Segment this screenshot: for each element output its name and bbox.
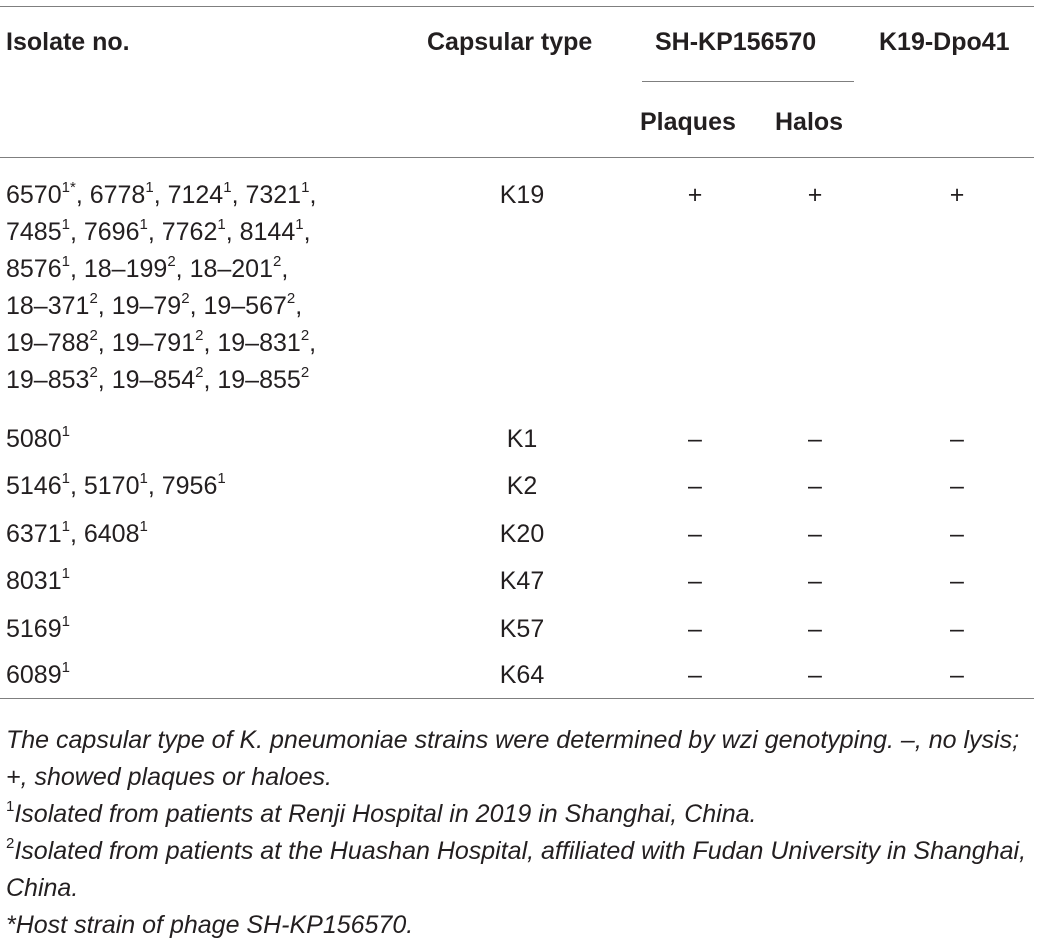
header-isolate: Isolate no.	[6, 28, 130, 56]
isolate-number: 19–831	[217, 329, 301, 357]
halos-result: –	[808, 615, 822, 643]
isolate-number: 5146	[6, 472, 62, 500]
isolate-list	[6, 177, 316, 399]
isolate-source-mark: 2	[273, 253, 282, 270]
isolate-number: 7485	[6, 218, 62, 246]
isolate-list	[6, 611, 70, 648]
k19-dpo41-result: –	[950, 472, 964, 500]
header-halos: Halos	[775, 108, 844, 136]
isolate-source-mark: 1	[145, 179, 154, 196]
isolate-source-mark: 2	[195, 364, 204, 381]
isolate-source-mark: 1*	[61, 179, 76, 196]
isolate-source-mark: 1	[217, 470, 226, 487]
k19-dpo41-result: –	[950, 425, 964, 453]
isolate-source-mark: 2	[89, 290, 98, 307]
isolate-number: 8144	[239, 218, 296, 246]
isolate-list	[6, 657, 70, 694]
isolate-source-mark: 1	[61, 659, 70, 676]
footnote-1-mark: 1	[6, 798, 15, 815]
isolate-source-mark: 2	[300, 364, 310, 381]
isolate-number: 19–854	[111, 366, 196, 394]
isolate-number: 6778	[89, 181, 146, 209]
isolate-line	[6, 563, 70, 600]
halos-result: +	[807, 181, 823, 209]
isolate-source-mark: 2	[89, 364, 98, 381]
isolate-source-mark: 1	[217, 216, 226, 233]
isolate-number: 19–79	[111, 292, 182, 320]
plaques-result: –	[688, 615, 702, 643]
isolate-number: 18–201	[189, 255, 273, 283]
isolate-list	[6, 421, 70, 458]
isolate-number: 6570	[6, 181, 62, 209]
isolate-number: 19–788	[6, 329, 90, 357]
k19-dpo41-result: –	[950, 615, 964, 643]
isolate-number: 7762	[161, 218, 218, 246]
halos-result: –	[808, 567, 822, 595]
capsular-type-cell: K19	[499, 181, 545, 209]
isolate-source-mark: 1	[61, 470, 70, 487]
table-note: The capsular type of K. pneumoniae strains were determined by wzi genotyping. –, no lysis; +, showed plaques or haloes.	[6, 726, 1020, 791]
isolate-list	[6, 516, 148, 553]
header-bottom-rule	[0, 157, 1034, 158]
halos-result: –	[808, 661, 822, 689]
isolate-line	[6, 421, 70, 458]
footnote-star: *Host strain of phage SH-KP156570.	[6, 911, 414, 939]
plaques-result: –	[688, 567, 702, 595]
isolate-number: 19–567	[203, 292, 287, 320]
k19-dpo41-result: –	[950, 567, 964, 595]
isolate-source-mark: 2	[167, 253, 176, 270]
isolate-number: 5170	[83, 472, 140, 500]
isolate-source-mark: 1	[61, 518, 70, 535]
isolate-line: $19-788^2$, $19-791^2$, $19-831^2$,	[6, 327, 317, 357]
isolate-line: $19-853^2$, $19-854^2$, $19-855^2$	[6, 364, 310, 394]
isolate-line: 6371$^1$, 6408$^1$	[6, 518, 148, 548]
isolate-number: 6371	[6, 520, 62, 548]
isolate-number: 5080	[6, 425, 62, 453]
isolate-source-mark: 1	[139, 216, 148, 233]
isolate-source-mark: 1	[139, 518, 148, 535]
plaques-result: +	[687, 181, 703, 209]
isolate-number: 7124	[167, 181, 224, 209]
isolate-source-mark: 2	[286, 290, 296, 307]
isolate-number: 18–199	[83, 255, 168, 283]
footnote-2	[6, 833, 1036, 907]
isolate-source-mark: 1	[301, 179, 310, 196]
k19-dpo41-result: –	[950, 520, 964, 548]
k19-dpo41-result: +	[949, 181, 965, 209]
capsular-type-cell: K47	[499, 567, 545, 595]
isolate-source-mark: 1	[223, 179, 232, 196]
isolate-number: 7956	[161, 472, 218, 500]
isolate-number: 19–855	[217, 366, 301, 394]
isolate-line: $18-371^2$, $19-79^2$, $19-567^2$,	[6, 290, 303, 320]
capsular-type-cell: K57	[499, 615, 545, 643]
isolate-number: 8031	[6, 567, 62, 595]
plaques-result: –	[688, 472, 702, 500]
table-bottom-rule	[0, 698, 1034, 699]
header-depolymerase: K19-Dpo41	[879, 28, 1010, 56]
isolate-number: 18–371	[6, 292, 90, 320]
plaques-result: –	[688, 661, 702, 689]
plaques-result: –	[688, 425, 702, 453]
k19-dpo41-result: –	[950, 661, 964, 689]
plaques-result: –	[688, 520, 702, 548]
isolate-source-mark: 1	[61, 565, 70, 582]
isolate-source-mark: 2	[195, 327, 204, 344]
isolate-line	[6, 611, 70, 648]
isolate-source-mark: 1	[139, 470, 148, 487]
isolate-line: 8576$^1$, $18-199^2$, $18-201^2$,	[6, 253, 289, 283]
isolate-line: 7485$^1$, 7696$^1$, 7762$^1$, 8144$^1$,	[6, 216, 311, 246]
isolate-source-mark: 2	[300, 327, 310, 344]
isolate-number: 7321	[245, 181, 302, 209]
halos-result: –	[808, 520, 822, 548]
footnote-2-text: Isolated from patients at the Huashan Hospital, affiliated with Fudan University in Shanghai, China.	[6, 837, 1027, 902]
isolate-source-mark: 1	[61, 253, 70, 270]
capsular-type-cell: K20	[499, 520, 545, 548]
isolate-number: 19–791	[111, 329, 196, 357]
isolate-source-mark: 2	[181, 290, 190, 307]
footnote-1-text: Isolated from patients at Renji Hospital in 2019 in Shanghai, China.	[14, 800, 757, 828]
isolate-list	[6, 563, 70, 600]
header-span-rule	[642, 81, 854, 82]
isolate-list	[6, 468, 226, 505]
capsular-type-cell: K2	[506, 472, 538, 500]
isolate-number: 5169	[6, 615, 62, 643]
isolate-source-mark: 1	[61, 216, 70, 233]
halos-result: –	[808, 472, 822, 500]
isolate-number: 19–853	[6, 366, 90, 394]
isolate-source-mark: 2	[89, 327, 98, 344]
halos-result: –	[808, 425, 822, 453]
isolate-number: 6089	[6, 661, 62, 689]
isolate-number: 8576	[6, 255, 62, 283]
isolate-source-mark: 1	[61, 613, 70, 630]
table-top-rule	[0, 6, 1034, 7]
footnote-2-mark: 2	[6, 835, 15, 852]
capsular-type-cell: K1	[506, 425, 538, 453]
isolate-source-mark: 1	[61, 423, 70, 440]
isolate-source-mark: 1	[295, 216, 304, 233]
isolate-number: 7696	[83, 218, 140, 246]
header-phage: SH-KP156570	[655, 28, 817, 56]
footnote-1	[6, 796, 1036, 833]
isolate-line: $6570^{1*}$, 6778$^1$, 7124$^1$, 7321$^1$,	[6, 179, 317, 209]
capsular-type-cell: K64	[499, 661, 545, 689]
isolate-number: 6408	[83, 520, 140, 548]
isolate-line	[6, 657, 70, 694]
isolate-line: 5146$^1$, 5170$^1$, 7956$^1$	[6, 470, 226, 500]
header-capsular-type: Capsular type	[427, 28, 593, 56]
header-plaques: Plaques	[640, 108, 736, 136]
